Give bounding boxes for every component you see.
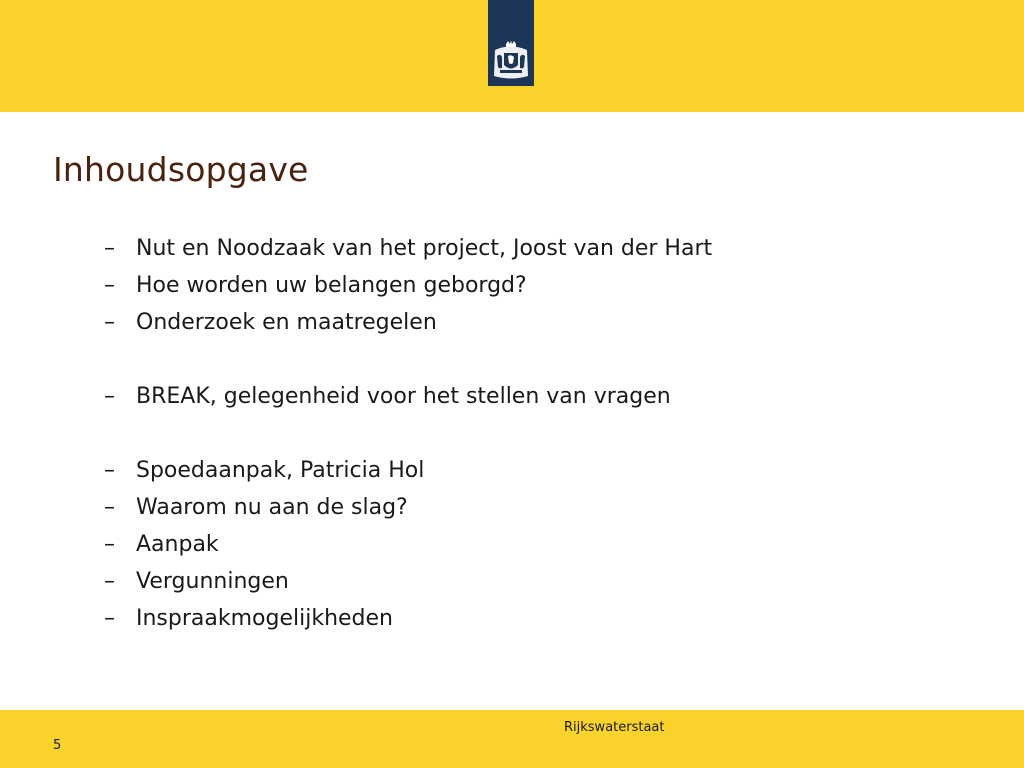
list-item <box>104 526 984 563</box>
list-item-text: Onderzoek en maatregelen <box>136 310 437 335</box>
header-band <box>0 0 1024 112</box>
list-item <box>104 267 984 304</box>
rijksoverheid-coat-of-arms-icon <box>491 40 531 82</box>
list-item <box>104 452 984 489</box>
list-item <box>104 600 984 637</box>
list-item <box>104 489 984 526</box>
dash-bullet: – <box>104 384 115 409</box>
dash-bullet: – <box>104 495 115 520</box>
agenda-list <box>104 230 984 637</box>
dash-bullet: – <box>104 236 115 261</box>
list-item-text: BREAK, gelegenheid voor het stellen van vragen <box>136 384 671 409</box>
list-item-text: Hoe worden uw belangen geborgd? <box>136 273 527 298</box>
list-item <box>104 378 984 415</box>
list-item-text: Spoedaanpak, Patricia Hol <box>136 458 425 483</box>
organization-name: Rijkswaterstaat <box>564 720 665 735</box>
list-item-text: Aanpak <box>136 532 219 557</box>
footer-band <box>0 710 1024 768</box>
dash-bullet: – <box>104 273 115 298</box>
slide-title: Inhoudsopgave <box>53 150 309 189</box>
list-item-text: Inspraakmogelijkheden <box>136 606 393 631</box>
list-item <box>104 304 984 341</box>
list-item-text: Vergunningen <box>136 569 289 594</box>
page-number: 5 <box>53 738 62 753</box>
dash-bullet: – <box>104 310 115 335</box>
list-item <box>104 563 984 600</box>
list-item-text: Waarom nu aan de slag? <box>136 495 408 520</box>
dash-bullet: – <box>104 532 115 557</box>
dash-bullet: – <box>104 606 115 631</box>
list-item <box>104 230 984 267</box>
dash-bullet: – <box>104 458 115 483</box>
dash-bullet: – <box>104 569 115 594</box>
list-item-text: Nut en Noodzaak van het project, Joost van der Hart <box>136 236 713 261</box>
government-logo <box>488 0 534 86</box>
